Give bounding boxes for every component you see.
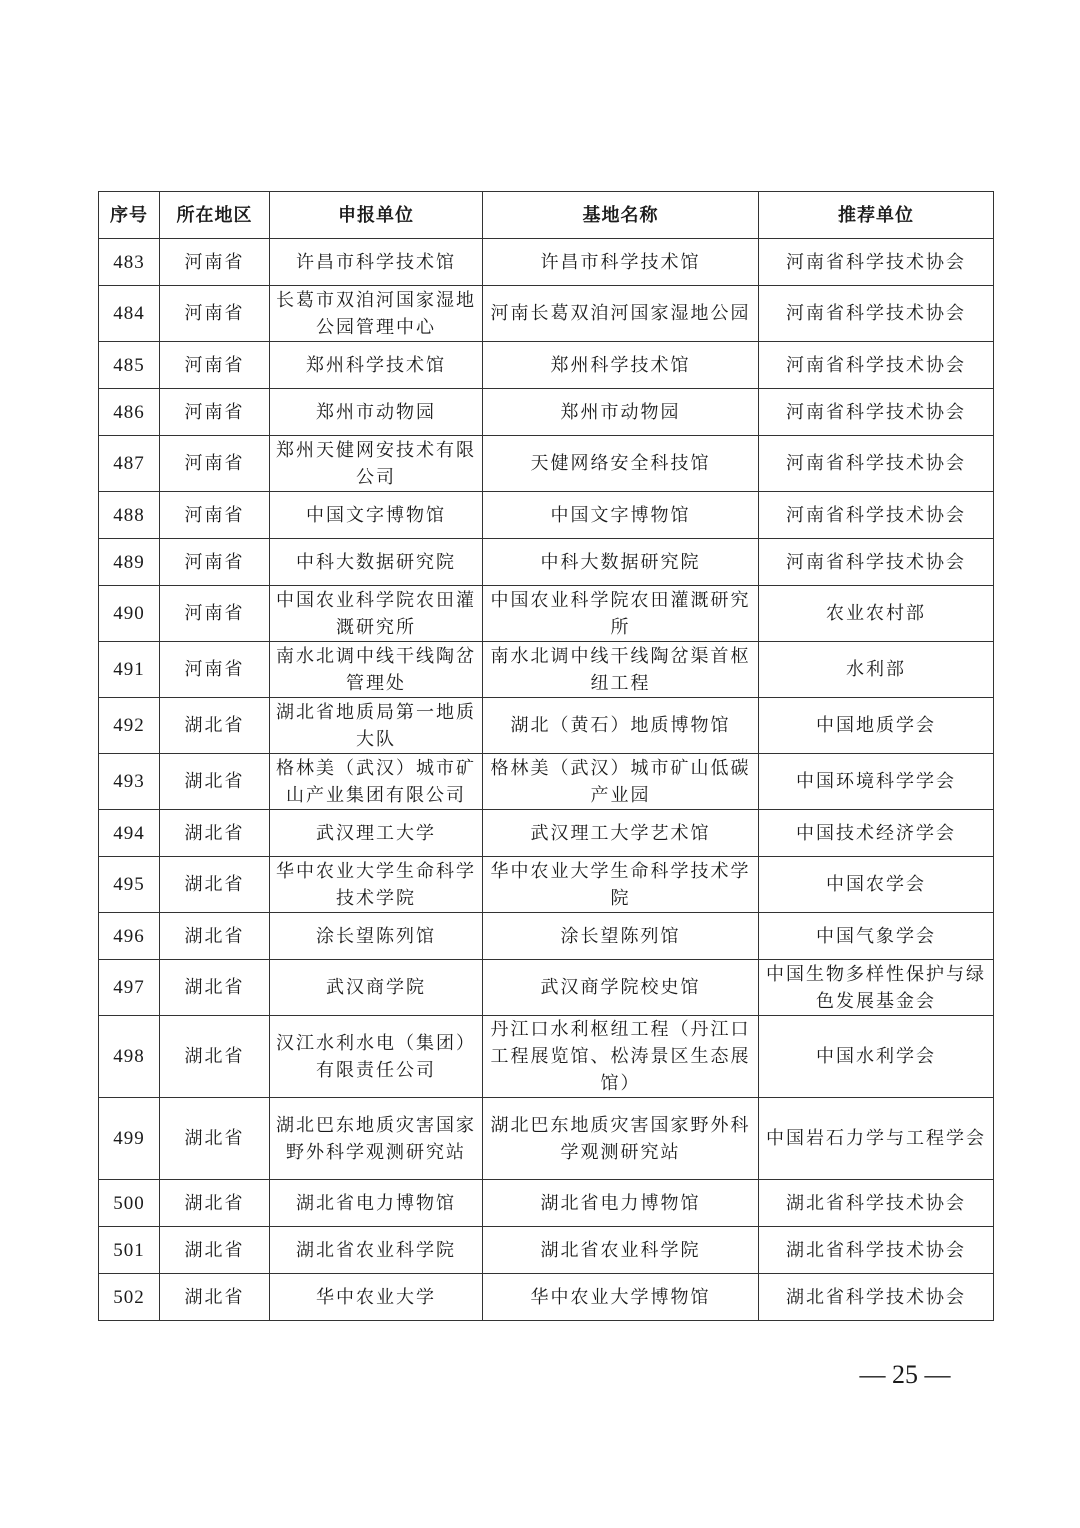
table-row xyxy=(99,1180,994,1227)
cell-base-name: 华中农业大学博物馆 xyxy=(483,1274,759,1321)
cell-base-name: 丹江口水利枢纽工程（丹江口工程展览馆、松涛景区生态展馆） xyxy=(483,1016,759,1098)
cell-serial: 496 xyxy=(99,913,160,960)
cell-applicant: 华中农业大学 xyxy=(270,1274,483,1321)
cell-region: 河南省 xyxy=(160,342,270,389)
table-row xyxy=(99,492,994,539)
cell-recommender: 中国气象学会 xyxy=(759,913,994,960)
header-serial: 序号 xyxy=(99,192,160,239)
cell-applicant: 湖北省地质局第一地质大队 xyxy=(270,698,483,754)
cell-region: 湖北省 xyxy=(160,913,270,960)
cell-region: 河南省 xyxy=(160,642,270,698)
cell-serial: 495 xyxy=(99,857,160,913)
cell-base-name: 湖北（黄石）地质博物馆 xyxy=(483,698,759,754)
cell-region: 湖北省 xyxy=(160,1227,270,1274)
cell-serial: 489 xyxy=(99,539,160,586)
table-row xyxy=(99,810,994,857)
table-row xyxy=(99,1098,994,1180)
cell-applicant: 湖北省农业科学院 xyxy=(270,1227,483,1274)
cell-applicant: 湖北巴东地质灾害国家野外科学观测研究站 xyxy=(270,1098,483,1180)
cell-serial: 490 xyxy=(99,586,160,642)
cell-recommender: 中国地质学会 xyxy=(759,698,994,754)
cell-recommender: 河南省科学技术协会 xyxy=(759,539,994,586)
cell-serial: 493 xyxy=(99,754,160,810)
cell-base-name: 中国农业科学院农田灌溉研究所 xyxy=(483,586,759,642)
cell-region: 河南省 xyxy=(160,239,270,286)
header-recommender: 推荐单位 xyxy=(759,192,994,239)
cell-region: 湖北省 xyxy=(160,1274,270,1321)
cell-recommender: 河南省科学技术协会 xyxy=(759,342,994,389)
cell-applicant: 中国农业科学院农田灌溉研究所 xyxy=(270,586,483,642)
cell-base-name: 郑州科学技术馆 xyxy=(483,342,759,389)
cell-serial: 498 xyxy=(99,1016,160,1098)
cell-base-name: 中国文字博物馆 xyxy=(483,492,759,539)
cell-base-name: 河南长葛双洎河国家湿地公园 xyxy=(483,286,759,342)
cell-serial: 499 xyxy=(99,1098,160,1180)
header-base-name: 基地名称 xyxy=(483,192,759,239)
cell-base-name: 天健网络安全科技馆 xyxy=(483,436,759,492)
cell-recommender: 中国生物多样性保护与绿色发展基金会 xyxy=(759,960,994,1016)
cell-applicant: 南水北调中线干线陶岔管理处 xyxy=(270,642,483,698)
cell-applicant: 郑州科学技术馆 xyxy=(270,342,483,389)
cell-base-name: 郑州市动物园 xyxy=(483,389,759,436)
cell-region: 河南省 xyxy=(160,586,270,642)
header-applicant: 申报单位 xyxy=(270,192,483,239)
cell-recommender: 中国水利学会 xyxy=(759,1016,994,1098)
cell-applicant: 长葛市双洎河国家湿地公园管理中心 xyxy=(270,286,483,342)
table-row xyxy=(99,586,994,642)
cell-applicant: 中科大数据研究院 xyxy=(270,539,483,586)
cell-region: 河南省 xyxy=(160,492,270,539)
cell-applicant: 华中农业大学生命科学技术学院 xyxy=(270,857,483,913)
cell-serial: 492 xyxy=(99,698,160,754)
cell-applicant: 格林美（武汉）城市矿山产业集团有限公司 xyxy=(270,754,483,810)
cell-serial: 483 xyxy=(99,239,160,286)
cell-base-name: 南水北调中线干线陶岔渠首枢纽工程 xyxy=(483,642,759,698)
cell-applicant: 武汉商学院 xyxy=(270,960,483,1016)
cell-serial: 497 xyxy=(99,960,160,1016)
cell-base-name: 武汉理工大学艺术馆 xyxy=(483,810,759,857)
cell-base-name: 格林美（武汉）城市矿山低碳产业园 xyxy=(483,754,759,810)
table-header-row xyxy=(99,192,994,239)
cell-applicant: 郑州市动物园 xyxy=(270,389,483,436)
cell-region: 湖北省 xyxy=(160,857,270,913)
cell-serial: 487 xyxy=(99,436,160,492)
cell-serial: 500 xyxy=(99,1180,160,1227)
table-row xyxy=(99,389,994,436)
cell-serial: 484 xyxy=(99,286,160,342)
cell-recommender: 河南省科学技术协会 xyxy=(759,436,994,492)
cell-base-name: 中科大数据研究院 xyxy=(483,539,759,586)
cell-serial: 486 xyxy=(99,389,160,436)
cell-base-name: 湖北省农业科学院 xyxy=(483,1227,759,1274)
cell-serial: 488 xyxy=(99,492,160,539)
cell-recommender: 水利部 xyxy=(759,642,994,698)
cell-region: 湖北省 xyxy=(160,1016,270,1098)
cell-recommender: 农业农村部 xyxy=(759,586,994,642)
cell-recommender: 湖北省科学技术协会 xyxy=(759,1227,994,1274)
cell-region: 湖北省 xyxy=(160,1180,270,1227)
cell-base-name: 华中农业大学生命科学技术学院 xyxy=(483,857,759,913)
table-row xyxy=(99,960,994,1016)
table-row xyxy=(99,286,994,342)
cell-base-name: 武汉商学院校史馆 xyxy=(483,960,759,1016)
table-row xyxy=(99,239,994,286)
cell-recommender: 河南省科学技术协会 xyxy=(759,492,994,539)
cell-region: 湖北省 xyxy=(160,960,270,1016)
cell-region: 湖北省 xyxy=(160,1098,270,1180)
cell-region: 湖北省 xyxy=(160,810,270,857)
cell-region: 湖北省 xyxy=(160,698,270,754)
cell-serial: 485 xyxy=(99,342,160,389)
table-row xyxy=(99,857,994,913)
cell-serial: 502 xyxy=(99,1274,160,1321)
cell-recommender: 河南省科学技术协会 xyxy=(759,239,994,286)
cell-recommender: 中国农学会 xyxy=(759,857,994,913)
cell-region: 湖北省 xyxy=(160,754,270,810)
cell-recommender: 河南省科学技术协会 xyxy=(759,389,994,436)
cell-recommender: 湖北省科学技术协会 xyxy=(759,1274,994,1321)
cell-region: 河南省 xyxy=(160,286,270,342)
cell-base-name: 许昌市科学技术馆 xyxy=(483,239,759,286)
base-list-table xyxy=(98,191,994,1321)
table-row xyxy=(99,642,994,698)
table-row xyxy=(99,754,994,810)
cell-recommender: 中国岩石力学与工程学会 xyxy=(759,1098,994,1180)
cell-base-name: 湖北巴东地质灾害国家野外科学观测研究站 xyxy=(483,1098,759,1180)
cell-applicant: 湖北省电力博物馆 xyxy=(270,1180,483,1227)
cell-serial: 501 xyxy=(99,1227,160,1274)
cell-applicant: 汉江水利水电（集团）有限责任公司 xyxy=(270,1016,483,1098)
table-row xyxy=(99,913,994,960)
cell-region: 河南省 xyxy=(160,389,270,436)
cell-applicant: 郑州天健网安技术有限公司 xyxy=(270,436,483,492)
cell-serial: 491 xyxy=(99,642,160,698)
table-row xyxy=(99,436,994,492)
cell-applicant: 涂长望陈列馆 xyxy=(270,913,483,960)
cell-applicant: 许昌市科学技术馆 xyxy=(270,239,483,286)
cell-recommender: 湖北省科学技术协会 xyxy=(759,1180,994,1227)
cell-region: 河南省 xyxy=(160,539,270,586)
table-row xyxy=(99,539,994,586)
cell-recommender: 河南省科学技术协会 xyxy=(759,286,994,342)
cell-recommender: 中国环境科学学会 xyxy=(759,754,994,810)
table-row xyxy=(99,1274,994,1321)
cell-applicant: 武汉理工大学 xyxy=(270,810,483,857)
header-region: 所在地区 xyxy=(160,192,270,239)
cell-base-name: 湖北省电力博物馆 xyxy=(483,1180,759,1227)
page-number: — 25 — xyxy=(859,1360,951,1389)
cell-applicant: 中国文字博物馆 xyxy=(270,492,483,539)
cell-recommender: 中国技术经济学会 xyxy=(759,810,994,857)
cell-region: 河南省 xyxy=(160,436,270,492)
cell-serial: 494 xyxy=(99,810,160,857)
cell-base-name: 涂长望陈列馆 xyxy=(483,913,759,960)
table-row xyxy=(99,1016,994,1098)
table-row xyxy=(99,698,994,754)
table-row xyxy=(99,1227,994,1274)
table-row xyxy=(99,342,994,389)
